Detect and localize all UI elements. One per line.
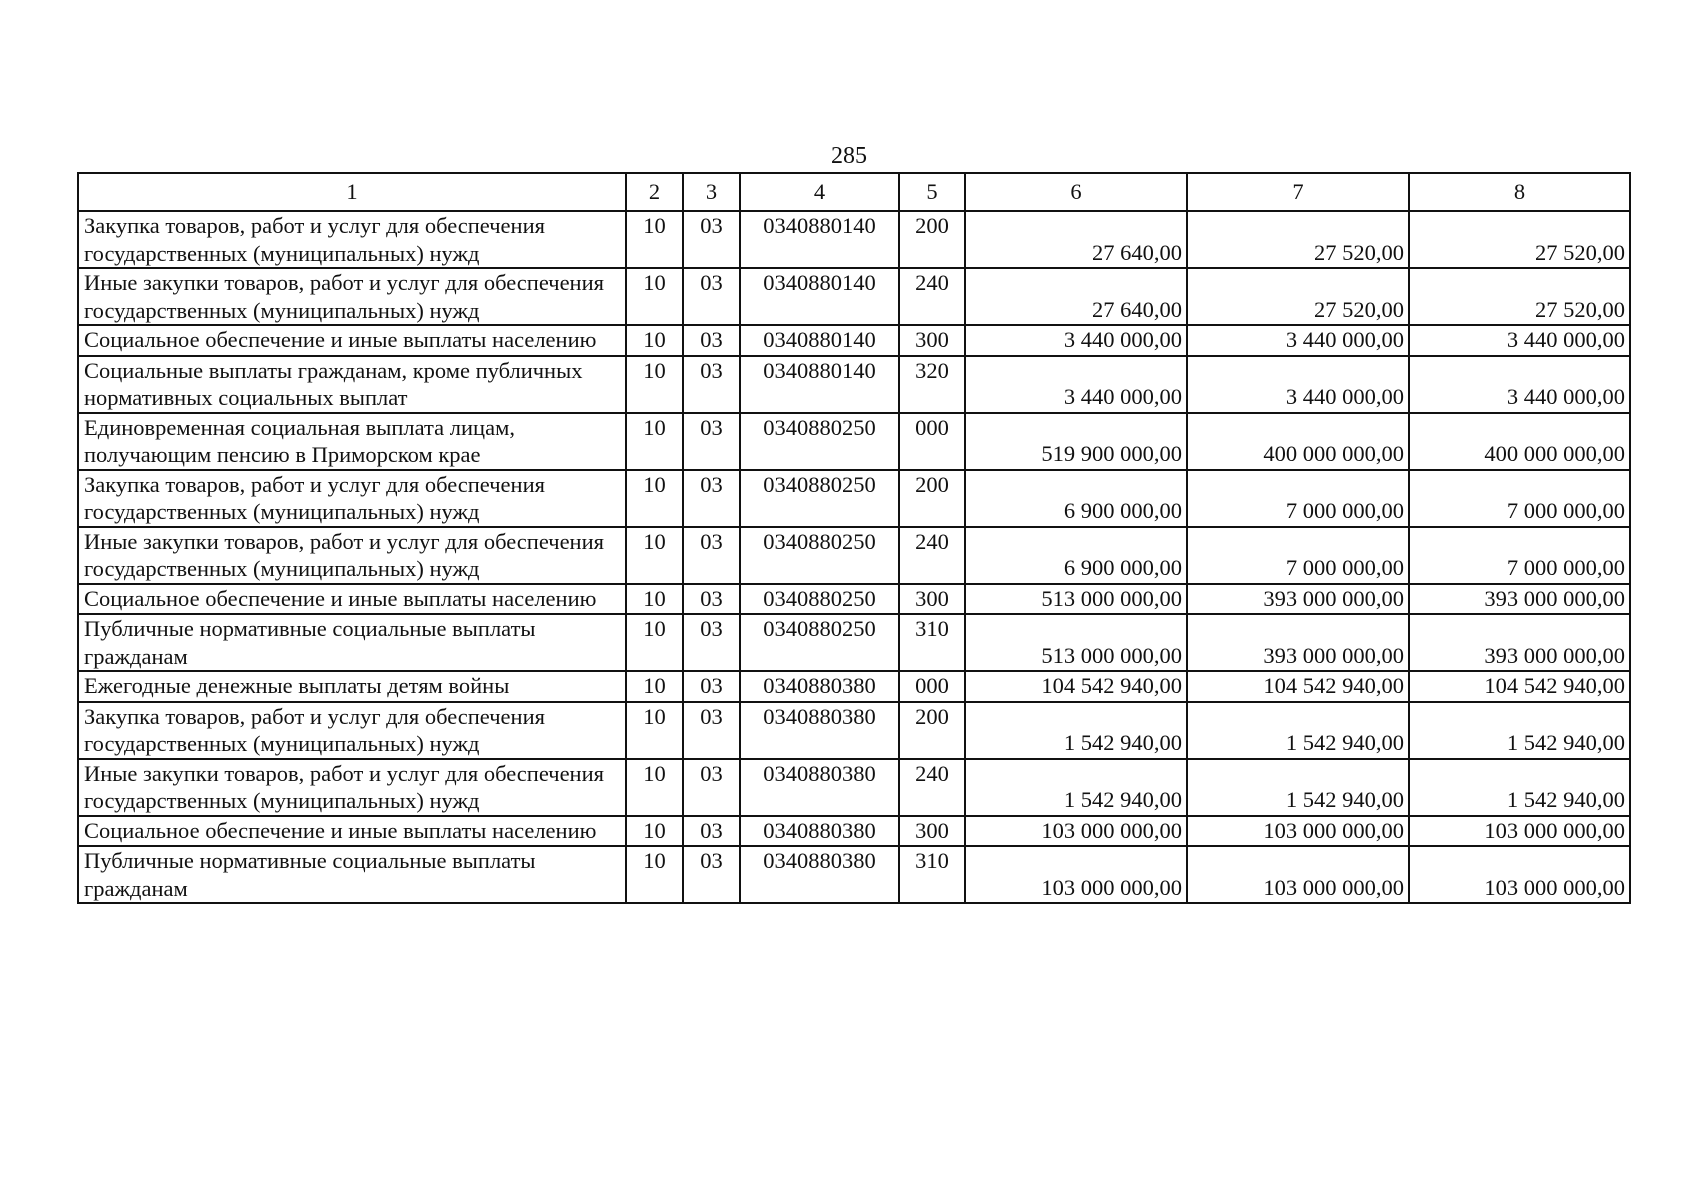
subsection-code-cell: 03 <box>683 614 740 671</box>
amount-col7-cell: 1 542 940,00 <box>1187 759 1409 816</box>
section-code-cell: 10 <box>626 584 683 615</box>
amount-col6-cell: 27 640,00 <box>965 211 1187 268</box>
expense-type-code-cell: 200 <box>899 702 965 759</box>
subsection-code-cell: 03 <box>683 356 740 413</box>
budget-table <box>77 172 1631 904</box>
amount-col8-cell: 393 000 000,00 <box>1409 614 1630 671</box>
amount-col7-cell: 393 000 000,00 <box>1187 614 1409 671</box>
amount-col8-cell: 3 440 000,00 <box>1409 325 1630 356</box>
section-code-cell: 10 <box>626 356 683 413</box>
amount-col8-cell: 103 000 000,00 <box>1409 816 1630 847</box>
amount-col6-cell: 513 000 000,00 <box>965 614 1187 671</box>
table-row <box>78 584 1630 615</box>
table-row <box>78 671 1630 702</box>
amount-col7-cell: 103 000 000,00 <box>1187 846 1409 903</box>
expense-type-code-cell: 310 <box>899 846 965 903</box>
expense-type-code-cell: 310 <box>899 614 965 671</box>
amount-col7-cell: 27 520,00 <box>1187 211 1409 268</box>
subsection-code-cell: 03 <box>683 759 740 816</box>
header-cell: 6 <box>965 173 1187 211</box>
amount-col8-cell: 7 000 000,00 <box>1409 470 1630 527</box>
table-row <box>78 816 1630 847</box>
section-code-cell: 10 <box>626 816 683 847</box>
subsection-code-cell: 03 <box>683 413 740 470</box>
amount-col7-cell: 3 440 000,00 <box>1187 325 1409 356</box>
header-cell: 1 <box>78 173 626 211</box>
subsection-code-cell: 03 <box>683 584 740 615</box>
target-article-code-cell: 0340880250 <box>740 470 899 527</box>
expense-type-code-cell: 240 <box>899 527 965 584</box>
table-row <box>78 527 1630 584</box>
header-cell: 3 <box>683 173 740 211</box>
target-article-code-cell: 0340880140 <box>740 211 899 268</box>
header-cell: 5 <box>899 173 965 211</box>
row-name-cell: Закупка товаров, работ и услуг для обеспечения государственных (муниципальных) нужд <box>78 470 626 527</box>
section-code-cell: 10 <box>626 325 683 356</box>
row-name-cell: Публичные нормативные социальные выплаты гражданам <box>78 846 626 903</box>
amount-col6-cell: 3 440 000,00 <box>965 325 1187 356</box>
amount-col6-cell: 1 542 940,00 <box>965 702 1187 759</box>
table-row <box>78 702 1630 759</box>
row-name-cell: Закупка товаров, работ и услуг для обеспечения государственных (муниципальных) нужд <box>78 211 626 268</box>
subsection-code-cell: 03 <box>683 325 740 356</box>
target-article-code-cell: 0340880380 <box>740 759 899 816</box>
amount-col8-cell: 393 000 000,00 <box>1409 584 1630 615</box>
amount-col8-cell: 27 520,00 <box>1409 268 1630 325</box>
amount-col7-cell: 7 000 000,00 <box>1187 470 1409 527</box>
amount-col6-cell: 27 640,00 <box>965 268 1187 325</box>
amount-col7-cell: 393 000 000,00 <box>1187 584 1409 615</box>
table-row <box>78 470 1630 527</box>
subsection-code-cell: 03 <box>683 527 740 584</box>
amount-col8-cell: 104 542 940,00 <box>1409 671 1630 702</box>
amount-col6-cell: 104 542 940,00 <box>965 671 1187 702</box>
section-code-cell: 10 <box>626 759 683 816</box>
table-row <box>78 325 1630 356</box>
subsection-code-cell: 03 <box>683 470 740 527</box>
table-row <box>78 268 1630 325</box>
target-article-code-cell: 0340880380 <box>740 671 899 702</box>
target-article-code-cell: 0340880250 <box>740 527 899 584</box>
row-name-cell: Социальное обеспечение и иные выплаты населению <box>78 816 626 847</box>
amount-col7-cell: 7 000 000,00 <box>1187 527 1409 584</box>
subsection-code-cell: 03 <box>683 846 740 903</box>
amount-col7-cell: 3 440 000,00 <box>1187 356 1409 413</box>
section-code-cell: 10 <box>626 614 683 671</box>
table-row <box>78 356 1630 413</box>
table-row <box>78 759 1630 816</box>
row-name-cell: Ежегодные денежные выплаты детям войны <box>78 671 626 702</box>
expense-type-code-cell: 240 <box>899 268 965 325</box>
amount-col8-cell: 400 000 000,00 <box>1409 413 1630 470</box>
target-article-code-cell: 0340880380 <box>740 846 899 903</box>
amount-col7-cell: 103 000 000,00 <box>1187 816 1409 847</box>
amount-col6-cell: 103 000 000,00 <box>965 846 1187 903</box>
expense-type-code-cell: 200 <box>899 211 965 268</box>
expense-type-code-cell: 300 <box>899 325 965 356</box>
row-name-cell: Социальное обеспечение и иные выплаты населению <box>78 325 626 356</box>
amount-col8-cell: 1 542 940,00 <box>1409 702 1630 759</box>
table-row <box>78 211 1630 268</box>
amount-col6-cell: 1 542 940,00 <box>965 759 1187 816</box>
header-cell: 2 <box>626 173 683 211</box>
row-name-cell: Иные закупки товаров, работ и услуг для обеспечения государственных (муниципальных) нужд <box>78 268 626 325</box>
subsection-code-cell: 03 <box>683 702 740 759</box>
amount-col7-cell: 104 542 940,00 <box>1187 671 1409 702</box>
header-cell: 4 <box>740 173 899 211</box>
section-code-cell: 10 <box>626 702 683 759</box>
expense-type-code-cell: 300 <box>899 584 965 615</box>
table-row <box>78 413 1630 470</box>
header-cell: 8 <box>1409 173 1630 211</box>
section-code-cell: 10 <box>626 211 683 268</box>
target-article-code-cell: 0340880250 <box>740 614 899 671</box>
table-row <box>78 614 1630 671</box>
row-name-cell: Иные закупки товаров, работ и услуг для обеспечения государственных (муниципальных) нужд <box>78 759 626 816</box>
section-code-cell: 10 <box>626 470 683 527</box>
amount-col6-cell: 103 000 000,00 <box>965 816 1187 847</box>
section-code-cell: 10 <box>626 268 683 325</box>
subsection-code-cell: 03 <box>683 671 740 702</box>
expense-type-code-cell: 240 <box>899 759 965 816</box>
expense-type-code-cell: 300 <box>899 816 965 847</box>
target-article-code-cell: 0340880140 <box>740 268 899 325</box>
amount-col6-cell: 519 900 000,00 <box>965 413 1187 470</box>
row-name-cell: Социальные выплаты гражданам, кроме публичных нормативных социальных выплат <box>78 356 626 413</box>
amount-col6-cell: 3 440 000,00 <box>965 356 1187 413</box>
subsection-code-cell: 03 <box>683 816 740 847</box>
amount-col8-cell: 103 000 000,00 <box>1409 846 1630 903</box>
row-name-cell: Публичные нормативные социальные выплаты гражданам <box>78 614 626 671</box>
section-code-cell: 10 <box>626 527 683 584</box>
expense-type-code-cell: 200 <box>899 470 965 527</box>
table-row <box>78 846 1630 903</box>
expense-type-code-cell: 000 <box>899 671 965 702</box>
subsection-code-cell: 03 <box>683 211 740 268</box>
section-code-cell: 10 <box>626 671 683 702</box>
target-article-code-cell: 0340880380 <box>740 816 899 847</box>
target-article-code-cell: 0340880250 <box>740 584 899 615</box>
row-name-cell: Социальное обеспечение и иные выплаты населению <box>78 584 626 615</box>
amount-col7-cell: 1 542 940,00 <box>1187 702 1409 759</box>
amount-col8-cell: 7 000 000,00 <box>1409 527 1630 584</box>
target-article-code-cell: 0340880140 <box>740 356 899 413</box>
target-article-code-cell: 0340880380 <box>740 702 899 759</box>
section-code-cell: 10 <box>626 413 683 470</box>
row-name-cell: Иные закупки товаров, работ и услуг для обеспечения государственных (муниципальных) нужд <box>78 527 626 584</box>
page-number: 285 <box>831 143 867 169</box>
header-row <box>78 173 1630 211</box>
amount-col7-cell: 27 520,00 <box>1187 268 1409 325</box>
section-code-cell: 10 <box>626 846 683 903</box>
amount-col8-cell: 1 542 940,00 <box>1409 759 1630 816</box>
row-name-cell: Единовременная социальная выплата лицам, получающим пенсию в Приморском крае <box>78 413 626 470</box>
target-article-code-cell: 0340880250 <box>740 413 899 470</box>
amount-col8-cell: 3 440 000,00 <box>1409 356 1630 413</box>
expense-type-code-cell: 320 <box>899 356 965 413</box>
amount-col7-cell: 400 000 000,00 <box>1187 413 1409 470</box>
amount-col6-cell: 6 900 000,00 <box>965 527 1187 584</box>
target-article-code-cell: 0340880140 <box>740 325 899 356</box>
subsection-code-cell: 03 <box>683 268 740 325</box>
row-name-cell: Закупка товаров, работ и услуг для обеспечения государственных (муниципальных) нужд <box>78 702 626 759</box>
expense-type-code-cell: 000 <box>899 413 965 470</box>
header-cell: 7 <box>1187 173 1409 211</box>
amount-col6-cell: 513 000 000,00 <box>965 584 1187 615</box>
amount-col6-cell: 6 900 000,00 <box>965 470 1187 527</box>
amount-col8-cell: 27 520,00 <box>1409 211 1630 268</box>
